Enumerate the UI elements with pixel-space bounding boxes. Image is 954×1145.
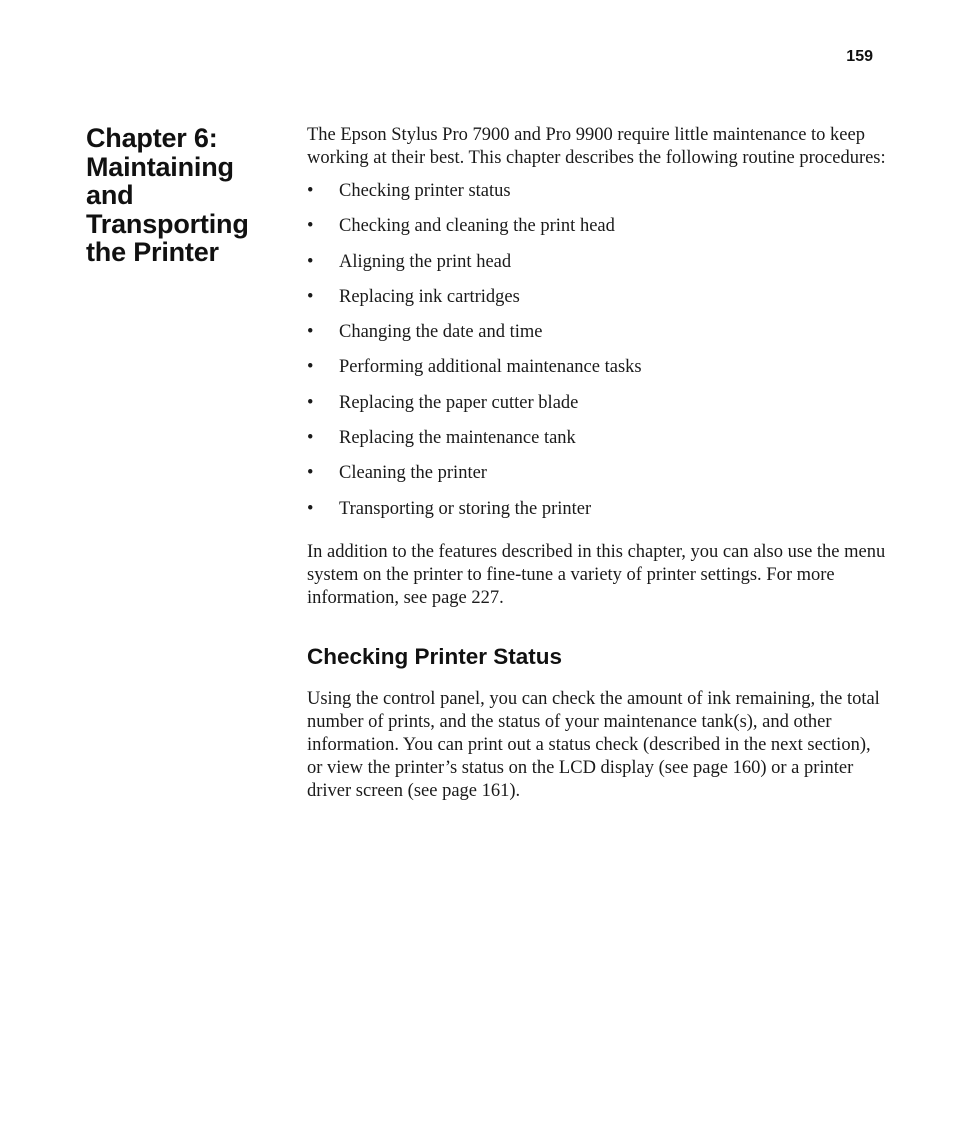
list-item-label: Transporting or storing the printer bbox=[339, 498, 592, 519]
bullet-icon: • bbox=[307, 428, 314, 449]
additional-info-paragraph: In addition to the features described in this chapter, you can also use the menu system on the printer to fine-tune a variety of printer settings. For more information, see page 227. bbox=[307, 541, 886, 608]
bullet-icon: • bbox=[307, 322, 314, 343]
list-item bbox=[307, 427, 887, 462]
bullet-icon: • bbox=[307, 216, 314, 237]
list-item-label: Replacing the maintenance tank bbox=[339, 428, 576, 449]
main-content bbox=[307, 124, 887, 803]
list-item bbox=[307, 180, 887, 215]
bullet-icon: • bbox=[307, 392, 314, 413]
bullet-icon: • bbox=[307, 286, 314, 307]
page-number: 159 bbox=[846, 48, 873, 65]
section-heading: Checking Printer Status bbox=[307, 643, 563, 669]
section-body: Using the control panel, you can check the amount of ink remaining, the total number of prints, and the status of your maintenance tank(s), and other information. You can print out a status check (described in the next section), or view the printer’s status on the LCD display (see page 160) or a printer driver screen (see page 161). bbox=[307, 688, 880, 801]
intro-paragraph: The Epson Stylus Pro 7900 and Pro 9900 require little maintenance to keep working at their best. This chapter describes the following routine procedures: bbox=[307, 125, 886, 168]
list-item-label: Replacing ink cartridges bbox=[339, 286, 520, 307]
list-item bbox=[307, 356, 887, 391]
list-item-label: Checking printer status bbox=[339, 181, 511, 201]
bullet-icon: • bbox=[307, 498, 314, 519]
list-item-label: Aligning the print head bbox=[339, 251, 512, 272]
list-item bbox=[307, 498, 887, 533]
list-item bbox=[307, 462, 887, 497]
list-item-label: Replacing the paper cutter blade bbox=[339, 392, 579, 413]
list-item bbox=[307, 215, 887, 250]
list-item bbox=[307, 251, 887, 286]
bullet-icon: • bbox=[307, 357, 314, 378]
procedure-list bbox=[307, 180, 887, 533]
list-item bbox=[307, 392, 887, 427]
chapter-title: Chapter 6: Maintaining and Transporting the Printer bbox=[86, 123, 249, 267]
list-item bbox=[307, 321, 887, 356]
bullet-icon: • bbox=[307, 251, 314, 272]
list-item-label: Checking and cleaning the print head bbox=[339, 216, 615, 237]
list-item bbox=[307, 286, 887, 321]
list-item-label: Cleaning the printer bbox=[339, 463, 487, 484]
list-item-label: Changing the date and time bbox=[339, 322, 543, 343]
list-item-label: Performing additional maintenance tasks bbox=[339, 357, 642, 378]
bullet-icon: • bbox=[307, 181, 314, 201]
bullet-icon: • bbox=[307, 463, 314, 484]
